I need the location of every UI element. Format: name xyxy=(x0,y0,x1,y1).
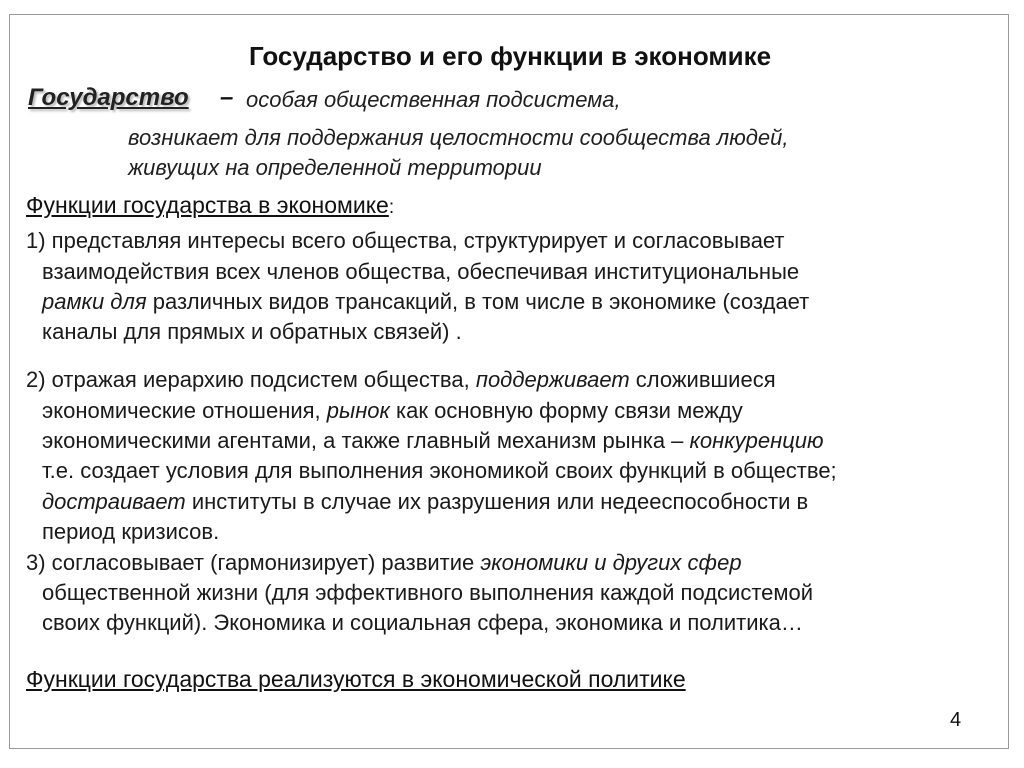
page-number: 4 xyxy=(950,709,962,731)
item-3-line-2: общественной жизни (для эффективного выполнения каждой подсистемой xyxy=(42,580,814,605)
item-2-line-2-a: экономические отношения, xyxy=(42,398,327,423)
item-1-line-3-rest: различных видов трансакций, в том числе в экономике (создает xyxy=(146,289,810,314)
slide xyxy=(9,14,1009,749)
slide-title: Государство и его функции в экономике xyxy=(248,41,772,71)
functions-heading xyxy=(26,192,394,219)
item-2-line-1-a: 2) отражая иерархию подсистем общества, xyxy=(26,367,476,392)
definition-line-2: возникает для поддержания целостности сообщества людей, xyxy=(128,125,789,150)
item-3-italic-economy: экономики и других сфер xyxy=(480,550,742,575)
item-2-italic-completes: достраивает xyxy=(42,489,186,514)
definition-term: Государство xyxy=(28,84,189,111)
definition-dash: – xyxy=(220,84,234,111)
conclusion-heading: Функции государства реализуются в экономической политике xyxy=(26,666,686,692)
definition-line-3: живущих на определенной территории xyxy=(128,155,542,180)
item-2-line-3-a: экономическими агентами, а также главный механизм рынка – xyxy=(42,428,690,453)
item-3-line-1-a: 3) согласовывает (гармонизирует) развитие xyxy=(26,550,481,575)
item-2-line-2-b: как основную форму связи между xyxy=(389,398,743,423)
item-2-line-6: период кризисов. xyxy=(42,519,220,544)
item-1-italic-frames: рамки для xyxy=(42,289,147,314)
item-1-line-4: каналы для прямых и обратных связей) . xyxy=(42,319,462,344)
functions-heading-text: Функции государства в экономике xyxy=(26,192,389,218)
item-2-line-1-b: сложившиеся xyxy=(629,367,776,392)
item-3-line-1 xyxy=(26,550,742,576)
item-2-italic-competition: конкуренцию xyxy=(689,428,824,453)
item-2-line-2 xyxy=(42,398,743,424)
definition-line-1: особая общественная подсистема, xyxy=(246,87,621,112)
item-2-line-1 xyxy=(26,367,776,393)
item-2-line-5-b: институты в случае их разрушения или недееспособности в xyxy=(185,489,809,514)
item-2-italic-supports: поддерживает xyxy=(475,367,630,392)
item-2-line-3 xyxy=(42,428,824,454)
item-1-line-3 xyxy=(42,289,809,315)
item-1-line-1: 1) представляя интересы всего общества, структурирует и согласовывает xyxy=(26,228,785,253)
item-2-line-5 xyxy=(42,489,808,515)
item-2-italic-market: рынок xyxy=(326,398,390,423)
item-3-line-3: своих функций). Экономика и социальная сфера, экономика и политика… xyxy=(42,610,803,635)
item-1-line-2: взаимодействия всех членов общества, обеспечивая институциональные xyxy=(42,259,800,284)
functions-heading-colon: : xyxy=(388,197,395,218)
item-2-line-4: т.е. создает условия для выполнения экономикой своих функций в обществе; xyxy=(42,458,837,483)
